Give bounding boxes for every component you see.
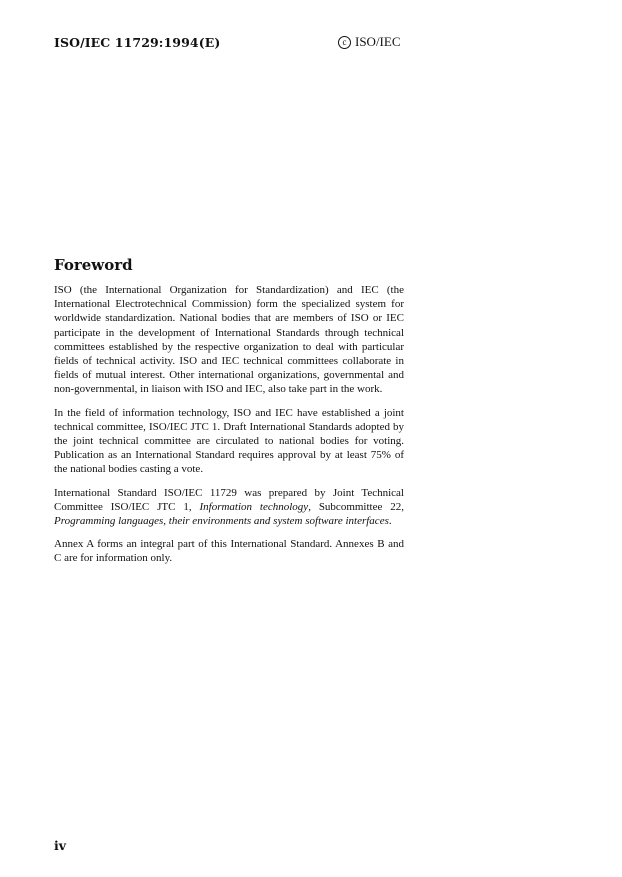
paragraph-3-lead: International Standard ISO/IEC 11729 was prepared by Joint Technical Committee ISO/IEC JTC 1, [54, 486, 404, 513]
page-number: iv [54, 838, 67, 853]
paragraph-3-mid: , Subcommittee 22, [308, 500, 404, 513]
paragraph-4: Annex A forms an integral part of this International Standard. Annexes B and C are for information only. [54, 538, 404, 565]
paragraph-2: In the field of information technology, ISO and IEC have established a joint technical committee, ISO/IEC JTC 1. Draft International Standards adopted by the joint technical committee are circulated to national bodies for voting. Publication as an International Standard requires approval by at least 75% of the national bodies casting a vote. [54, 406, 404, 476]
foreword-body [54, 283, 404, 575]
committee-title: Information technology [199, 500, 309, 513]
subcommittee-title: Programming languages, their environments and system software interfaces [54, 515, 389, 528]
paragraph-1: ISO (the International Organization for Standardization) and IEC (the International Electrotechnical Commission) form the specialized system for worldwide standardization. National bodies that are members of ISO or IEC participate in the development of International Standards through technical committees established by the respective organization to deal with particular fields of technical activity. ISO and IEC technical committees collaborate in fields of mutual interest. Other international organizations, governmental and non-governmental, in liaison with ISO and IEC, also take part in the work. [54, 284, 404, 396]
copyright-notice [338, 34, 401, 50]
copyright-icon: c [338, 36, 351, 49]
paragraph-3 [54, 486, 404, 529]
paragraph-3-end: . [388, 515, 392, 528]
copyright-owner: ISO/IEC [355, 34, 401, 49]
document-identifier: ISO/IEC 11729:1994(E) [54, 35, 221, 50]
section-title: Foreword [54, 256, 133, 274]
